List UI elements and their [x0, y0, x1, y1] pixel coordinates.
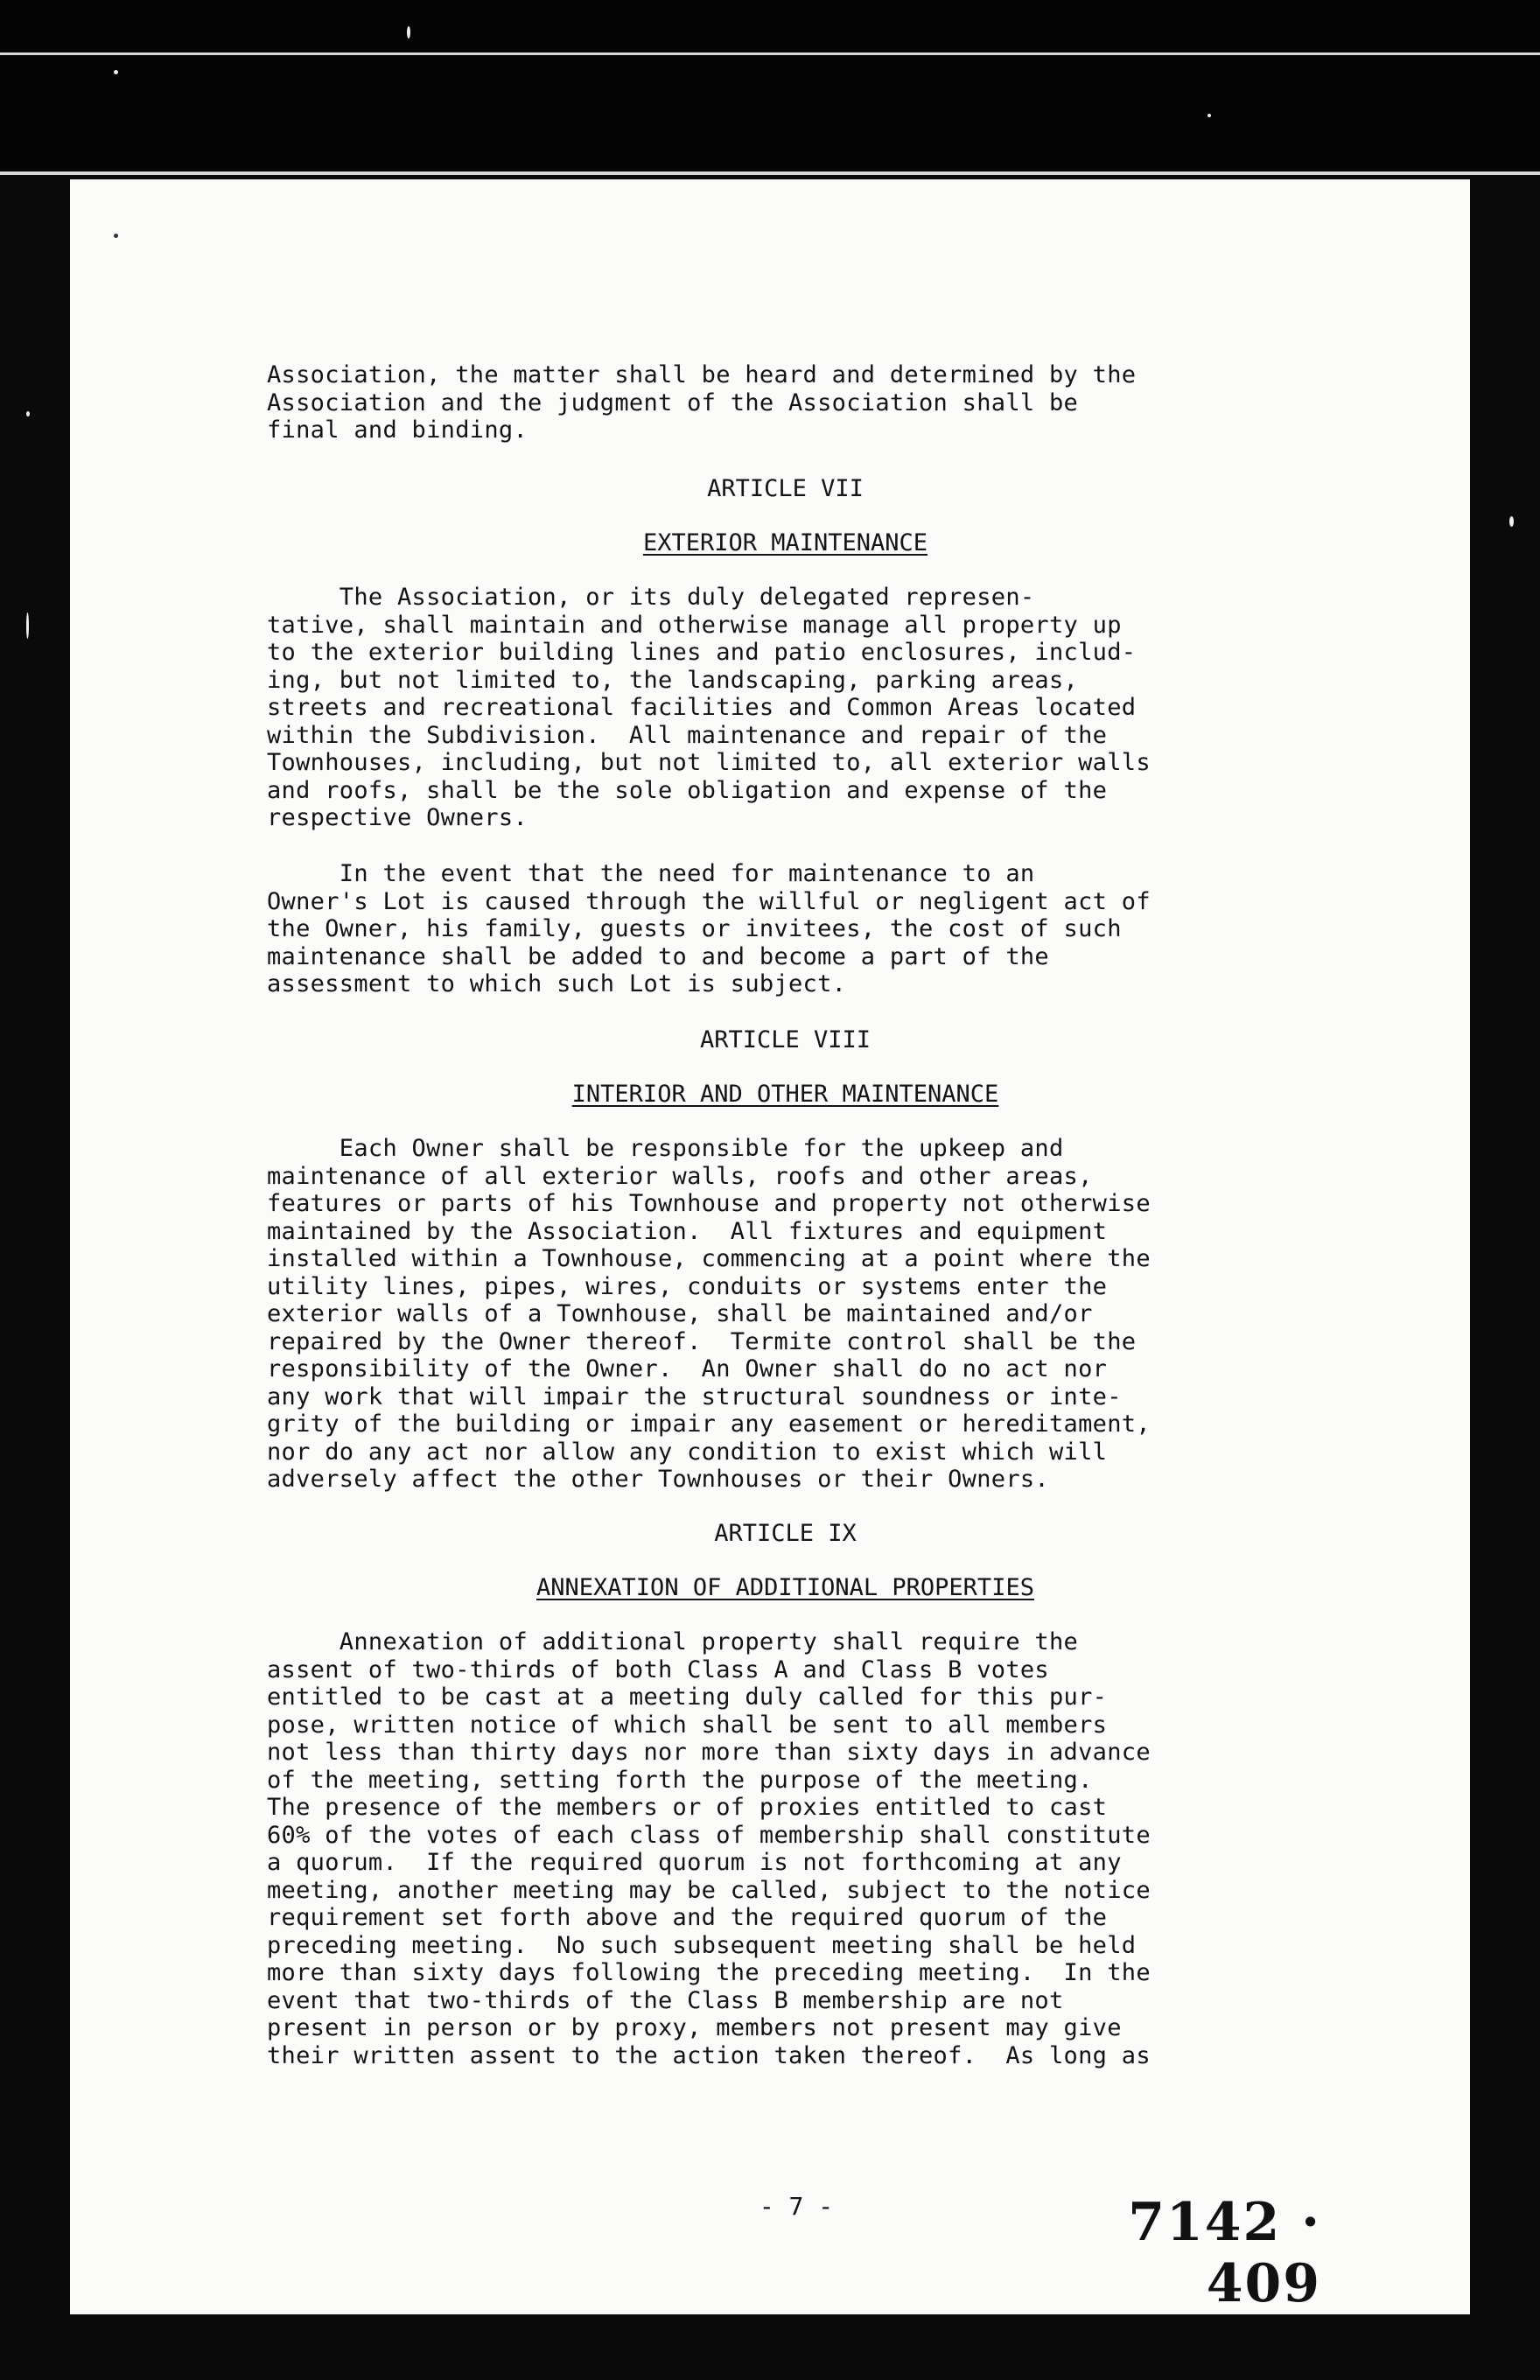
- article-vii-title-text: EXTERIOR MAINTENANCE: [642, 529, 928, 556]
- article-ix-heading: [267, 1520, 1304, 1547]
- article-vii-paragraph-1: The Association, or its duly delegated represen- tative, shall maintain and otherwise manage all property up to the exterior building lines and patio enclosures, includ- ing, but not limited to, the landscaping, parking areas, streets and recreational facilities and Common Areas located within the Subdivision. All maintenance and repair of the Townhouses, including, but not limited to, all exterior walls and roofs, shall be the sole obligation and expense of the respective Owners.: [267, 584, 1151, 831]
- article-viii-paragraph-1: Each Owner shall be responsible for the upkeep and maintenance of all exterior walls, roofs and other areas, features or parts of his Townhouse and property not otherwise maintained by the Association. All fixtures and equipment installed within a Townhouse, commencing at a point where the utility lines, pipes, wires, conduits or systems enter the exterior walls of a Townhouse, shall be maintained and/or repaired by the Owner thereof. Termite control shall be the responsibility of the Owner. An Owner shall do no act nor any work that will impair the structural soundness or inte- grity of the building or impair any easement or hereditament, nor do any act nor allow any condition to exist which will adversely affect the other Townhouses or their Owners.: [267, 1135, 1151, 1493]
- article-ix-number: ARTICLE IX: [714, 1520, 857, 1547]
- article-ix-title: [267, 1574, 1304, 1601]
- scan-speck: [26, 612, 29, 639]
- article-ix-title-text: ANNEXATION OF ADDITIONAL PROPERTIES: [536, 1574, 1034, 1601]
- article-vii-number: ARTICLE VII: [707, 475, 864, 502]
- closing-paragraph: Association, the matter shall be heard and determined by the Association and the judgment of the Association shall be final and binding.: [267, 361, 1137, 444]
- article-viii-title-text: INTERIOR AND OTHER MAINTENANCE: [571, 1081, 999, 1108]
- article-viii-number: ARTICLE VIII: [699, 1026, 872, 1054]
- article-vii-title: [267, 529, 1304, 556]
- article-viii-title: [267, 1081, 1304, 1108]
- article-vii-paragraph-2: In the event that the need for maintenance to an Owner's Lot is caused through the willful or negligent act of the Owner, his family, guests or invitees, the cost of such maintenance shall be added to and become a part of the assessment to which such Lot is subject.: [267, 860, 1151, 998]
- scan-artifact-line: [0, 52, 1540, 55]
- book-page-stamp: 7142 · 409: [1128, 2192, 1321, 2314]
- article-vii-heading: [267, 475, 1304, 502]
- page-number: - 7 -: [759, 2192, 834, 2221]
- scan-speck: [1509, 516, 1514, 527]
- scan-top-border: [0, 0, 1540, 175]
- scan-speck: [26, 411, 30, 416]
- page-speck: [114, 234, 118, 238]
- article-ix-paragraph-1: Annexation of additional property shall require the assent of two-thirds of both Class A and Class B votes entitled to be cast at a meeting duly called for this pur- pose, written notice of which shall be sent to all members not less than thirty days nor more than sixty days in advance of the meeting, setting forth the purpose of the meeting. The presence of the members or of proxies entitled to cast 60% of the votes of each class of membership shall constitute a quorum. If the required quorum is not forthcoming at any meeting, another meeting may be called, subject to the notice requirement set forth above and the required quorum of the preceding meeting. No such subsequent meeting shall be held more than sixty days following the preceding meeting. In the event that two-thirds of the Class B membership are not present in person or by proxy, members not present may give their written assent to the action taken thereof. As long as: [267, 1628, 1151, 2069]
- document-page: [70, 179, 1470, 2314]
- scan-artifact-line: [0, 172, 1540, 175]
- scan-speck: [1208, 114, 1211, 117]
- article-viii-heading: [267, 1026, 1304, 1054]
- scan-speck: [407, 26, 410, 38]
- scan-speck: [114, 70, 118, 74]
